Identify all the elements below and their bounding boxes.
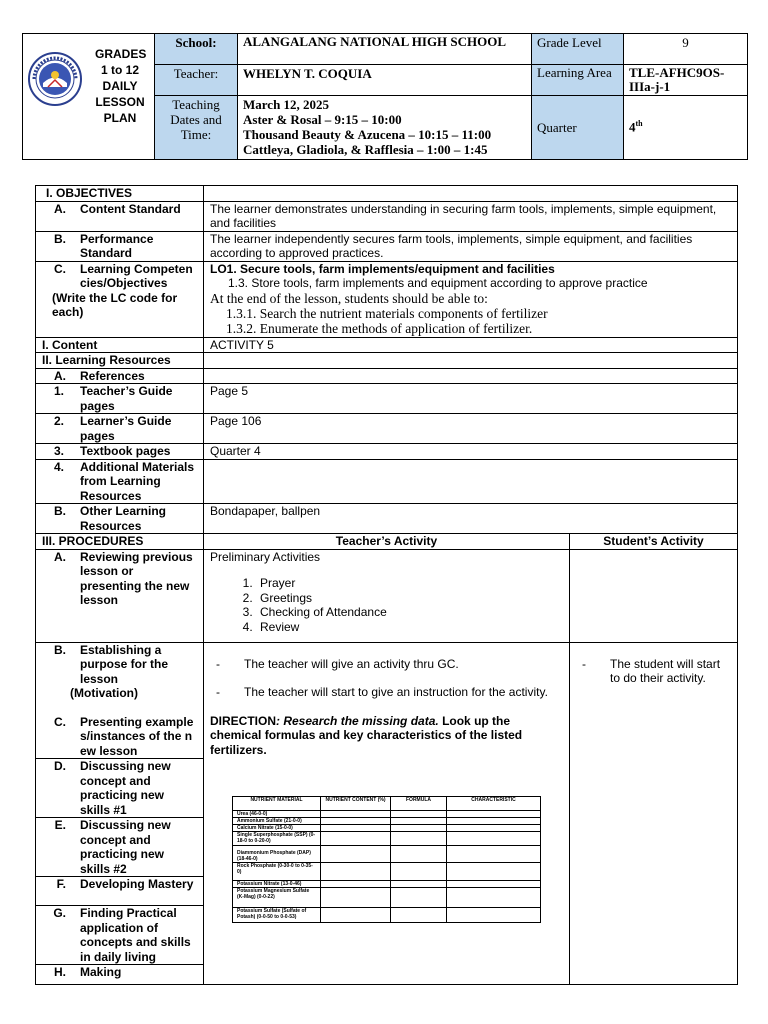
mastery-label: Developing Mastery	[80, 877, 194, 891]
competencies-value	[204, 261, 738, 337]
list-item: 3. Checking of Attendance	[256, 605, 563, 620]
preliminary-list	[210, 576, 563, 634]
deped-seal-icon	[28, 52, 82, 106]
lo-intro: At the end of the lesson, students should be able to:	[210, 290, 488, 306]
date: March 12, 2025	[243, 97, 330, 112]
school-value: ALANGALANG NATIONAL HIGH SCHOOL	[238, 34, 532, 65]
textbook-label: Textbook pages	[80, 444, 171, 458]
logo-cell	[23, 34, 155, 160]
teacher-guide-label: Teacher’s Guide pages	[80, 384, 173, 413]
schedule-3: Cattleya, Gladiola, & Rafflesia – 1:00 – 1:45	[243, 142, 488, 157]
schedule-2: Thousand Beauty & Azucena – 10:15 – 11:00	[243, 127, 492, 142]
learner-guide-label: Learner’s Guide pages	[80, 414, 172, 443]
teacher-step-1: The teacher will give an activity thru GC.	[244, 656, 459, 671]
procedures-title: III. PROCEDURES	[36, 534, 204, 550]
lo-objective-1: 1.3.1. Search the nutrient materials components of fertilizer	[226, 305, 548, 321]
header-table	[22, 33, 748, 160]
making-label: Making	[80, 965, 122, 979]
resources-title: II. Learning Resources	[36, 353, 204, 369]
dates-value	[238, 96, 532, 160]
student-activity-cell: - The student will start to do their activity.	[570, 642, 738, 985]
content-label: I. Content	[36, 337, 204, 353]
discussing-2-label: Discussing new concept and practicing new skills #2	[80, 818, 171, 876]
learning-area-value: TLE-AFHC9OS-IIIa-j-1	[624, 65, 748, 96]
list-item: 1. Prayer	[256, 576, 563, 591]
performance-standard-label: Performance Standard	[80, 231, 154, 260]
purpose-label: Establishing a purpose for the lesson	[80, 642, 169, 686]
learning-area-label: Learning Area	[532, 65, 624, 96]
student-activity-header: Student’s Activity	[570, 534, 738, 550]
table-row: Single Superphosphate (SSP) (0-18-0 to 0-20-0)	[233, 832, 541, 846]
teacher-activity-header: Teacher’s Activity	[204, 534, 570, 550]
table-row: Diammonium Phosphate (DAP) (18-46-0)	[233, 846, 541, 863]
table-row: Ammonium Sulfate (21-0-0)	[233, 818, 541, 825]
lo-title: LO1. Secure tools, farm implements/equipment and facilities	[210, 261, 555, 276]
table-row: Urea (46-0-0)	[233, 811, 541, 818]
student-step-1: The student will start to do their activity.	[610, 656, 721, 685]
other-resources-label: Other Learning Resources	[80, 504, 167, 533]
content-standard-value: The learner demonstrates understanding in securing farm tools, implements, simple equipment, and facilities	[204, 201, 738, 231]
lo-item: 1.3. Store tools, farm implements and equipment according to approve practice	[228, 276, 648, 290]
teacher-value: WHELYN T. COQUIA	[238, 65, 532, 96]
presenting-label: Presenting examples/instances of the new lesson	[80, 714, 194, 758]
lo-objective-2: 1.3.2. Enumerate the methods of application of fertilizer.	[226, 320, 533, 336]
other-resources-value: Bondapaper, ballpen	[204, 504, 738, 534]
preliminary-activities	[204, 549, 570, 642]
quarter-value: 4th	[624, 96, 748, 160]
lesson-plan-table: I. OBJECTIVES A. Content Standard The learner demonstrates understanding in securing farm tools, implements, simple equipment, and facilities B. Performance Standard The learner independently secures farm tools, implements, simple equipment, and facilities according to approved practices. C. Learning Competencies/Objectives (Write the LC code for each) LO1. Secure tools, farm implements/equipment and facilities 1.3. Store tools, farm implements and equipment according to approve practice At the end of the lesson, students should be able to: 1.3.1. Search the nutrient materials components of fertilizer 1.3.2. Enumerate the methods of application of fertilizer. I. Content ACTIVITY 5 II. Learning Resources A. References 1. Teacher’s Guide pages Page 5 2. Learner’s Guide pages Page 106 3. Textbook pages Quarter 4 4. Additional Materials from Learning Resources B. Other Learning Resources Bondapaper, ballpen III. PROCEDURES Teacher’s Activity Student’s Activity A. Reviewing previous lesson or presenting the new lesson Preliminary Activities 1. Prayer 2. Greetings 3. Checking of Attendance 4. Review B. Establishing a purpose for the lesson (Motivation) C. Presenting examples/instances of the new lesson - The teacher will give an activity thru GC. - The teacher will start to give an instruction for the activity. DIRECTION: Research the missing data. Look up the chemical formulas and key characteristics of the listed fertilizers. - The student will start to do their activity. D. Discussing new concept and practicing new skills #1 E. Discussing new concept and practicing new skills #2 F. Developing Mastery G. Finding Practical application of concepts and skills in daily living H. Making	[35, 185, 738, 985]
quarter-label: Quarter	[532, 96, 624, 160]
learner-guide-value: Page 106	[204, 414, 738, 444]
school-label: School:	[155, 34, 238, 65]
lc-code-note: (Write the LC code for each)	[52, 290, 178, 319]
additional-materials-value	[204, 459, 738, 504]
motivation-note: (Motivation)	[70, 686, 138, 700]
header-formula: FORMULA	[391, 797, 447, 811]
competencies-label: Learning Competencies/Objectives	[80, 261, 193, 290]
objectives-title: I. OBJECTIVES	[36, 186, 204, 202]
grades-title: GRADES 1 to 12 DAILY LESSON PLAN	[95, 47, 147, 125]
references-label: References	[80, 368, 145, 383]
table-row: Calcium Nitrate (15-0-0)	[233, 825, 541, 832]
grade-level-label: Grade Level	[532, 34, 624, 65]
table-row: Potassium Nitrate (13-0-46)	[233, 881, 541, 888]
preliminary-title: Preliminary Activities	[210, 549, 321, 564]
header-nutrient-content: NUTRIENT CONTENT (%)	[321, 797, 391, 811]
reviewing-label: Reviewing previous lesson or presenting the new lesson	[80, 549, 193, 607]
performance-standard-value: The learner independently secures farm tools, implements, simple equipment, and facilities according to approved practices.	[204, 231, 738, 261]
discussing-1-label: Discussing new concept and practicing new skills #1	[80, 759, 171, 817]
schedule-1: Aster & Rosal – 9:15 – 10:00	[243, 112, 402, 127]
teacher-guide-value: Page 5	[204, 384, 738, 414]
content-value: ACTIVITY 5	[204, 337, 738, 353]
teacher-label: Teacher:	[155, 65, 238, 96]
direction-text: DIRECTION: Research the missing data. Look up the chemical formulas and key characteristics of the listed fertilizers.	[210, 713, 523, 757]
table-row: Potassium Sulfate (Sulfate of Potash) (0-0-50 to 0-0-53)	[233, 908, 541, 923]
teacher-step-2: The teacher will start to give an instruction for the activity.	[244, 685, 548, 699]
teacher-activity-cell: - The teacher will give an activity thru GC. - The teacher will start to give an instruction for the activity. DIRECTION: Research the missing data. Look up the chemical formulas and key characteristics of the listed fertilizers.	[204, 642, 570, 985]
dates-label: Teaching Dates and Time:	[155, 96, 238, 160]
content-standard-label: Content Standard	[80, 201, 181, 216]
table-row: Rock Phosphate (0-30-0 to 0-35-0)	[233, 863, 541, 881]
additional-materials-label: Additional Materials from Learning Resources	[80, 459, 195, 503]
textbook-value: Quarter 4	[204, 444, 738, 460]
header-characteristic: CHARACTERISTIC	[447, 797, 541, 811]
fertilizer-table	[232, 796, 541, 923]
list-item: 2. Greetings	[256, 591, 563, 606]
table-row: Potassium Magnesium Sulfate (K-Mag) (0-0-22)	[233, 888, 541, 908]
practical-application-label: Finding Practical application of concepts and skills in daily living	[80, 906, 191, 964]
header-nutrient-material: NUTRIENT MATERIAL	[233, 797, 321, 811]
grade-level-value: 9	[624, 34, 748, 65]
list-item: 4. Review	[256, 620, 563, 635]
